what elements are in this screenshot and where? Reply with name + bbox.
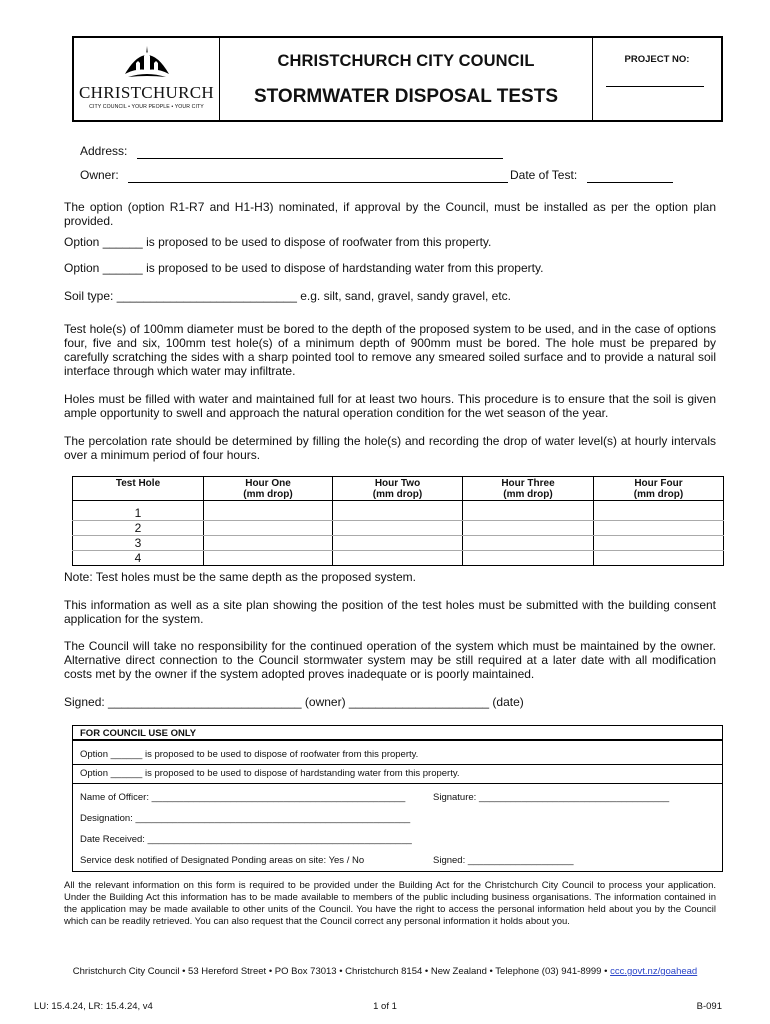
responsibility-paragraph: The Council will take no responsibility for the continued operation of the system which must be maintained by the owner. Alternative direct connection to the Council stormwater system may be still required at a later date with all modification costs met by the owner if the system adopted proves inadequate or is poorly maintained.: [64, 639, 716, 681]
test-hole-number: 1: [73, 501, 204, 521]
table-row: [73, 521, 724, 536]
address-field[interactable]: [137, 144, 503, 159]
owner-field[interactable]: [128, 168, 508, 183]
org-title: CHRISTCHURCH CITY COUNCIL: [277, 52, 535, 70]
council-use-box: [72, 725, 723, 872]
council-signed-line: Signed: ____________________: [433, 855, 574, 866]
table-cell[interactable]: [463, 521, 594, 536]
version-info: LU: 15.4.24, LR: 15.4.24, v4: [34, 1001, 153, 1012]
intro-paragraph: The option (option R1-R7 and H1-H3) nominated, if approval by the Council, must be installed as per the option plan provided.: [64, 200, 716, 228]
logo: [74, 38, 220, 120]
table-cell[interactable]: [333, 521, 463, 536]
owner-label: Owner:: [80, 168, 119, 182]
table-cell[interactable]: [333, 501, 463, 521]
signature-line: Signature: ____________________________________: [433, 792, 670, 803]
website-link[interactable]: ccc.govt.nz/goahead: [610, 966, 698, 977]
soil-type-line: Soil type: ___________________________ e.g. silt, sand, gravel, sandy gravel, etc.: [64, 289, 511, 303]
table-cell[interactable]: [204, 551, 333, 566]
percolation-paragraph: The percolation rate should be determined by filling the hole(s) and recording the drop of water level(s) at hourly intervals over a minimum period of four hours.: [64, 434, 716, 462]
project-no-label: PROJECT NO:: [624, 54, 690, 65]
council-option-hardstanding: Option ______ is proposed to be used to dispose of hardstanding water from this property.: [80, 768, 460, 779]
table-cell[interactable]: [204, 536, 333, 551]
title-cell: [220, 38, 593, 120]
column-header: Hour Four (mm drop): [594, 477, 724, 501]
council-address: [0, 966, 770, 977]
page-number: 1 of 1: [373, 1001, 397, 1012]
test-hole-number: 3: [73, 536, 204, 551]
cathedral-logo-icon: [122, 44, 172, 84]
table-cell[interactable]: [594, 536, 724, 551]
form-title: STORMWATER DISPOSAL TESTS: [253, 86, 559, 107]
address-row: [80, 144, 503, 159]
table-cell[interactable]: [594, 521, 724, 536]
address-label: Address:: [80, 144, 128, 158]
table-row: [73, 536, 724, 551]
council-use-title: FOR COUNCIL USE ONLY: [73, 726, 722, 741]
column-header: Hour Three (mm drop): [463, 477, 594, 501]
designation-line: Designation: ____________________________________________________: [80, 813, 411, 824]
service-desk-line: Service desk notified of Designated Ponding areas on site: Yes / No: [80, 855, 365, 866]
project-no-field[interactable]: [606, 86, 704, 87]
table-cell[interactable]: [463, 536, 594, 551]
address-text: Christchurch City Council • 53 Hereford Street • PO Box 73013 • Christchurch 8154 • New Zealand • Telephone (03) 941-8999 •: [72, 966, 611, 977]
column-header: Hour Two (mm drop): [333, 477, 463, 501]
table-cell[interactable]: [463, 551, 594, 566]
table-cell[interactable]: [463, 501, 594, 521]
note-line: Note: Test holes must be the same depth as the proposed system.: [64, 570, 416, 584]
date-received-line: Date Received: __________________________________________________: [80, 834, 412, 845]
table-cell[interactable]: [333, 551, 463, 566]
fill-holes-paragraph: Holes must be filled with water and maintained full for at least two hours. This procedure is to ensure that the soil is given ample opportunity to swell and approach the natural operation condition for the wet season of the year.: [64, 392, 716, 420]
date-of-test-label: Date of Test:: [510, 168, 578, 182]
date-of-test-field[interactable]: [587, 168, 673, 183]
column-header: Hour One (mm drop): [204, 477, 333, 501]
date-of-test-row: [510, 168, 673, 183]
table-header-row: [73, 477, 724, 501]
logo-wordmark: CHRISTCHURCH: [79, 83, 214, 102]
table-row: [73, 551, 724, 566]
divider: [73, 764, 722, 765]
test-holes-paragraph: Test hole(s) of 100mm diameter must be bored to the depth of the proposed system to be used, and in the case of options four, five and six, 100mm test hole(s) of a minimum depth of 900mm must be bored. The hole must be prepared by carefully scratching the sides with a sharp pointed tool to remove any smeared soiled surface and to provide a natural soil interface through which water may infiltrate.: [64, 322, 716, 378]
privacy-statement: All the relevant information on this form is required to be provided under the Building Act for the Christchurch City Council to process your application. Under the Building Act this information has to be made available to members of the public including business organisations. The information contained in the application may be made available to other units of the Council. You have the right to access the personal information held about you by the Council which can be readily retrieved. You can also request that the Council correct any personal information it holds about you.: [64, 880, 716, 927]
column-header: Test Hole: [73, 477, 204, 501]
option-hardstanding-line: Option ______ is proposed to be used to dispose of hardstanding water from this property.: [64, 261, 544, 275]
table-cell[interactable]: [594, 551, 724, 566]
divider: [73, 783, 722, 784]
table-cell[interactable]: [594, 501, 724, 521]
test-hole-number: 4: [73, 551, 204, 566]
table-cell[interactable]: [204, 501, 333, 521]
percolation-table: [72, 476, 724, 566]
officer-name-line: Name of Officer: ________________________________________________: [80, 792, 406, 803]
form-header: [72, 36, 723, 122]
site-plan-paragraph: This information as well as a site plan showing the position of the test holes must be submitted with the building consent application for the system.: [64, 598, 716, 626]
council-option-roofwater: Option ______ is proposed to be used to dispose of roofwater from this property.: [80, 749, 419, 760]
owner-row: [80, 168, 508, 183]
logo-tagline: CITY COUNCIL • YOUR PEOPLE • YOUR CITY: [89, 104, 204, 110]
table-cell[interactable]: [333, 536, 463, 551]
project-no-cell: [593, 38, 721, 120]
form-code: B-091: [696, 1001, 722, 1012]
table-row: [73, 501, 724, 521]
option-roofwater-line: Option ______ is proposed to be used to dispose of roofwater from this property.: [64, 235, 492, 249]
signed-line: Signed: _____________________________ (owner) _____________________ (date): [64, 695, 524, 709]
test-hole-number: 2: [73, 521, 204, 536]
table-cell[interactable]: [204, 521, 333, 536]
